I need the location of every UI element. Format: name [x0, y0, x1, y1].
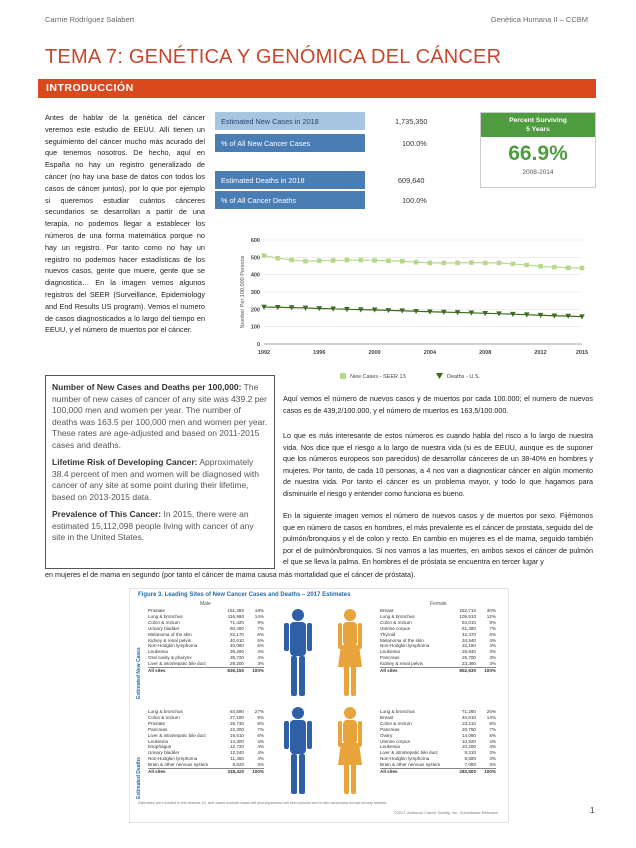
cases-female-site: Colon & rectum [380, 619, 412, 625]
cases-female-count: 25,840 [461, 649, 476, 655]
cases-male-pct: 5% [257, 643, 264, 649]
cases-female-site: Breast [380, 608, 394, 613]
deaths-male-site: Colon & rectum [148, 714, 180, 720]
deaths-female-count: 7,080 [464, 762, 476, 768]
cases-male-site: All sites [148, 668, 166, 674]
cases-female-site: Leukemia [380, 649, 400, 655]
cases-male-site: Colon & rectum [148, 619, 180, 625]
data-point-new-cases [372, 258, 377, 263]
deaths-male-count: 318,420 [227, 769, 244, 775]
cases-male-count: 40,080 [229, 643, 244, 649]
cases-female-pct: 5% [489, 631, 496, 637]
cases-male-site: Liver & intrahepatic bile duct [148, 661, 206, 667]
right-paragraph-3: En la siguiente imagen vemos el número de nuevos casos y de muertos por sexo. Fijémonos que en número de casos en hombres, el más prevalente es el cáncer de prostata, seguido del de pulmón/bronquios y el de colon y recto. En cambio en mujeres es el de mama, seguido también por el de pulmón/bronquios. Si nos vamos a las muertes, en ambos sexos el cáncer de pulmón el que se lleva la palma. En hombres el de próstata se encuentra en tercer lugar y [283, 511, 593, 566]
cases-female-row [380, 661, 496, 667]
legend-marker-deaths [436, 373, 443, 379]
deaths-label: Estimated Deaths in 2018 [221, 175, 305, 185]
cases-female-count: 34,940 [461, 637, 476, 643]
cases-male-pct: 9% [257, 619, 264, 625]
cases-female-pct: 4% [489, 643, 496, 649]
x-tick-label: 2008 [479, 350, 492, 356]
cases-female-pct: 12% [486, 613, 496, 619]
box-heading-3: Prevalence of This Cancer: [52, 509, 162, 519]
cases-female-pct: 3% [489, 655, 496, 661]
cases-female-site: All sites [380, 668, 398, 674]
y-tick-label: 200 [250, 307, 260, 314]
data-point-new-cases [345, 258, 350, 263]
legend-label-new-cases: New Cases - SEER 13 [350, 374, 406, 380]
data-point-new-cases [400, 259, 405, 264]
data-point-new-cases [538, 264, 543, 269]
cases-male-count: 71,420 [229, 619, 244, 625]
right-paragraph-3-end: en mujeres el de mama en segundo (por tanto el cáncer de mama causa más mortalidad que el cáncer de próstata). [45, 570, 416, 579]
header-author: Carme Rodríguez Salabert [45, 15, 135, 24]
cases-female-table [380, 608, 496, 674]
deaths-female-pct: 4% [489, 744, 496, 750]
female-heading: Female [430, 601, 447, 607]
legend-marker-new-cases [340, 373, 346, 379]
deaths-male-count: 12,720 [229, 744, 244, 750]
data-point-new-cases [511, 262, 516, 267]
deaths-male-site: Leukemia [148, 738, 168, 744]
cases-male-count: 116,990 [227, 613, 244, 619]
section-bar [38, 79, 596, 98]
cases-female-pct: 3% [489, 661, 496, 667]
pct-deaths-label: % of All Cancer Deaths [221, 195, 297, 205]
cases-male-count: 36,290 [229, 649, 244, 655]
y-axis-label: Number Per 100,000 Persons [240, 255, 246, 329]
data-point-new-cases [317, 259, 322, 264]
data-point-new-cases [497, 261, 502, 266]
deaths-female-site: Pancreas [380, 726, 400, 732]
deaths-female-site: Ovary [380, 732, 393, 738]
cases-female-count: 61,380 [461, 625, 476, 631]
cases-female-count: 32,160 [461, 643, 476, 649]
deaths-male-count: 11,450 [230, 756, 244, 762]
cases-female-count: 105,510 [459, 613, 476, 619]
cases-female-site: Lung & bronchus [380, 613, 415, 619]
cases-male-pct: 7% [257, 625, 264, 631]
deaths-male-pct: 3% [257, 762, 264, 768]
cases-female-pct: 7% [489, 625, 496, 631]
pct-deaths-label-row [215, 191, 365, 209]
cases-male-pct: 4% [257, 655, 264, 661]
cases-male-pct: 3% [257, 661, 264, 667]
cases-female-row [380, 667, 496, 674]
data-point-new-cases [414, 260, 419, 265]
deaths-male-site: Esophagus [148, 744, 171, 750]
x-tick-label: 2004 [423, 350, 437, 356]
data-point-new-cases [358, 258, 363, 263]
cases-male-site: Oral cavity & pharynx [148, 655, 192, 661]
data-point-new-cases [580, 266, 585, 271]
deaths-female-pct: 4% [489, 738, 496, 744]
cases-male-count: 161,360 [227, 608, 244, 613]
right-paragraph-1: Aquí vemos el número de nuevos casos y de muertos por cada 100.000; el numero de nuevos casos es de 439,2/100.000, y el número de muertos es 163,5/100.000. [283, 394, 593, 415]
deaths-female-pct: 5% [489, 732, 496, 738]
stats-box [45, 375, 275, 569]
deaths-male-count: 14,300 [229, 738, 244, 744]
deaths-male-count: 27,150 [229, 714, 244, 720]
survival-card [480, 112, 596, 188]
y-tick-label: 500 [250, 255, 260, 262]
cases-male-pct: 14% [254, 613, 264, 619]
cases-male-site: Non-Hodgkin lymphoma [148, 643, 198, 649]
deaths-female-pct: 100% [484, 769, 496, 775]
cases-male-pct: 100% [252, 668, 264, 674]
figure-credit: ©2017, American Cancer Society, Inc., Surveillance Research [393, 811, 498, 815]
leading-sites-figure [129, 588, 509, 823]
deaths-female-site: Non-Hodgkin lymphoma [380, 756, 430, 762]
box-heading-2: Lifetime Risk of Developing Cancer: [52, 457, 198, 467]
deaths-female-pct: 8% [489, 720, 496, 726]
cases-female-site: Melanoma of the skin [380, 637, 424, 643]
cases-female-site: Uterine corpus [380, 625, 410, 631]
deaths-female-site: Breast [380, 714, 394, 720]
deaths-female-site: Lung & bronchus [380, 709, 415, 714]
box-text-2: Approximately 38.4 percent of men and women will be diagnosed with cancer of any site at some point during their lifetime, based on 2013-2015 data. [52, 457, 259, 502]
deaths-male-pct: 4% [257, 738, 264, 744]
deaths-male-pct: 8% [257, 720, 264, 726]
deaths-female-table [380, 709, 496, 775]
new-cases-label-row [215, 112, 365, 130]
data-point-new-cases [483, 261, 488, 266]
deaths-female-count: 10,200 [461, 744, 476, 750]
deaths-female-count: 23,110 [462, 720, 476, 726]
page-number: 1 [590, 806, 595, 815]
cases-male-count: 836,150 [227, 668, 244, 674]
survival-label-2: 5 Years [526, 126, 550, 133]
cases-female-pct: 4% [489, 637, 496, 643]
deaths-male-count: 12,240 [229, 750, 244, 756]
survival-years: 2008-2014 [522, 169, 554, 176]
cases-male-table [148, 608, 264, 674]
deaths-male-site: Non-Hodgkin lymphoma [148, 756, 198, 762]
deaths-male-site: Pancreas [148, 726, 168, 732]
deaths-male-site: Liver & intrahepatic bile duct [148, 732, 206, 738]
deaths-female-pct: 14% [486, 714, 496, 720]
male-silhouette-cases [284, 609, 312, 696]
cases-female-site: Pancreas [380, 655, 400, 661]
intro-paragraph: Antes de hablar de la genética del cáncer veremos este estudio de EEUU. Allí tienen un seguimiento del cáncer mucho más acurado del que tenemos nosotros. De hecho, aquí en España no hay un registro generalizado de cáncer (no hay una base de datos con todos los casos de cáncer juntos), por lo que por ejemplo si queremos estudiar cuántos cánceres secundarios se desarrollan a partir de una terapia, no podemos llegar a establecer los números de una forma matemática porque no hay un registro. Por tanto como no hay un registro no podemos hacer estadísticas de los nuevos casos, gente que muere, gente que se diagnostica… En la imagen vemos algunos registros del SEER (Surveillance, Epidemiology and End Results US program). Vemos el numero de casos diagnosticados a lo largo del tiempo en EEUU, y el número de muertos por el cáncer. [45, 113, 205, 335]
survival-header [481, 113, 595, 137]
cases-male-row [148, 667, 264, 674]
cases-female-site: Kidney & renal pelvis [380, 661, 423, 667]
data-point-new-cases [262, 253, 267, 258]
cases-male-site: Kidney & renal pelvis [148, 637, 191, 643]
box-text-1: The number of new cases of cancer of any site was 439.2 per 100,000 men and women per year. The number of deaths was 163.5 per 100,000 men and women per year. These rates are age-adjusted and based on 2011-2015 cases and deaths. [52, 382, 268, 450]
deaths-male-site: All sites [148, 769, 166, 775]
cases-male-site: Leukemia [148, 649, 168, 655]
survival-label-1: Percent Surviving [509, 117, 567, 124]
cases-male-count: 60,490 [229, 625, 244, 631]
pct-new-label-row [215, 134, 365, 152]
cases-male-site: Melanoma of the skin [148, 631, 192, 637]
deaths-female-site: Liver & intrahepatic bile duct [380, 750, 438, 756]
cases-female-pct: 3% [489, 649, 496, 655]
deaths-female-pct: 25% [486, 709, 496, 714]
data-point-new-cases [552, 265, 557, 270]
deaths-male-pct: 9% [257, 714, 264, 720]
cases-male-count: 29,200 [229, 661, 244, 667]
deaths-female-count: 10,920 [461, 738, 476, 744]
body-silhouettes [270, 605, 380, 797]
right-paragraph-2: Lo que es más interesante de estos números es cuando habla del risco a lo largo de nuestra vida. Nos dice que el riesgo a lo largo de nuestra vida (si es de EEUU, aunque es de suponer que los números europeos son parecidos) de desarrollar cánceres de un 38-40% en hombres y mujeres. Por tanto, de cada 10 personas, a 4 nos van a diagnosticar cáncer en algún momento de nuestra vida. Por tanto el cáncer es un problema mayor, y todo lo que hagamos para disminuirle el riesgo y entender como funciona es bueno. [283, 431, 593, 498]
pct-new-value: 100.0% [402, 139, 427, 148]
cases-female-count: 42,470 [461, 631, 476, 637]
cases-female-pct: 30% [486, 608, 496, 613]
deaths-male-table [148, 709, 264, 775]
y-tick-label: 300 [250, 290, 260, 296]
data-point-new-cases [441, 261, 446, 266]
new-cases-value: 1,735,350 [395, 117, 428, 126]
deaths-tag: Estimated Deaths [136, 757, 142, 799]
y-tick-label: 600 [250, 238, 260, 244]
legend-label-deaths: Deaths - U.S. [447, 374, 481, 380]
cases-male-pct: 6% [257, 631, 264, 637]
deaths-male-pct: 4% [257, 744, 264, 750]
x-tick-label: 2000 [368, 350, 381, 356]
deaths-female-count: 20,790 [461, 726, 476, 732]
cases-female-count: 252,710 [459, 608, 476, 613]
female-silhouette-deaths [338, 707, 362, 794]
section-title: INTRODUCCIÓN [46, 82, 134, 94]
deaths-female-pct: 7% [489, 726, 496, 732]
trend-chart [232, 232, 594, 387]
deaths-male-count: 19,610 [229, 732, 244, 738]
data-point-new-cases [524, 263, 529, 268]
figure-title: Figure 3. Leading Sites of New Cancer Cases and Deaths – 2017 Estimates [138, 592, 351, 598]
y-tick-label: 400 [250, 272, 260, 279]
pct-deaths-value: 100.0% [402, 196, 427, 205]
deaths-male-pct: 100% [252, 769, 264, 775]
deaths-male-pct: 7% [257, 726, 264, 732]
male-heading: Male [200, 601, 211, 607]
cases-male-pct: 5% [257, 637, 264, 643]
cases-male-count: 40,610 [229, 637, 244, 643]
data-point-new-cases [566, 265, 571, 270]
deaths-female-site: Leukemia [380, 744, 400, 750]
box-heading-1: Number of New Cases and Deaths per 100,000: [52, 382, 242, 392]
male-silhouette-deaths [284, 707, 312, 794]
deaths-female-row [380, 762, 496, 768]
cases-male-pct: 4% [257, 649, 264, 655]
box-text-3: In 2015, there were an estimated 15,112,098 people living with cancer of any site in the United States. [52, 509, 254, 542]
page-title: TEMA 7: GENÉTICA Y GENÓMICA DEL CÁNCER [45, 46, 502, 68]
deaths-female-count: 282,500 [459, 769, 476, 775]
deaths-male-site: Prostate [148, 720, 166, 726]
data-point-new-cases [386, 259, 391, 264]
data-point-new-cases [428, 261, 433, 266]
deaths-male-pct: 4% [257, 756, 264, 762]
x-tick-label: 1996 [313, 350, 326, 356]
deaths-female-site: Brain & other nervous system [380, 762, 441, 768]
cases-male-site: Prostate [148, 608, 166, 613]
data-point-new-cases [276, 256, 281, 261]
cases-female-pct: 8% [489, 619, 496, 625]
x-tick-label: 1992 [257, 350, 271, 356]
data-point-new-cases [303, 259, 308, 264]
data-point-new-cases [331, 258, 336, 263]
deaths-male-count: 22,300 [229, 726, 244, 732]
deaths-male-site: Lung & bronchus [148, 709, 183, 714]
deaths-female-count: 8,690 [464, 756, 476, 762]
cases-male-pct: 19% [254, 608, 264, 613]
deaths-male-pct: 4% [257, 750, 264, 756]
y-tick-label: 100 [250, 324, 260, 331]
deaths-female-row [380, 768, 496, 775]
x-tick-label: 2012 [534, 350, 547, 356]
deaths-male-pct: 6% [257, 732, 264, 738]
deaths-male-count: 84,590 [229, 709, 244, 714]
cases-female-site: Thyroid [380, 631, 396, 637]
female-silhouette-cases [338, 609, 362, 696]
cases-male-count: 52,170 [229, 631, 244, 637]
cases-male-row [148, 661, 264, 667]
deaths-female-count: 40,610 [461, 714, 476, 720]
deaths-male-row [148, 762, 264, 768]
cases-female-count: 23,380 [461, 661, 476, 667]
deaths-male-site: Brain & other nervous system [148, 762, 209, 768]
cases-female-site: Non-Hodgkin lymphoma [380, 643, 430, 649]
figure-note: Estimates are rounded to the nearest 10, and cases exclude basal cell and squamous cell skin cancers and in situ carcinoma except urinary bladder. [138, 801, 388, 805]
cases-male-site: Urinary bladder [148, 625, 180, 631]
new-cases-label: Estimated New Cases in 2018 [221, 116, 319, 126]
y-tick-label: 0 [256, 342, 260, 348]
deaths-female-site: Colon & rectum [380, 720, 412, 726]
cases-female-count: 852,630 [459, 668, 476, 674]
series-line-1 [264, 307, 582, 317]
cases-female-count: 25,700 [461, 655, 476, 661]
cases-female-pct: 100% [484, 668, 496, 674]
deaths-male-count: 9,620 [232, 762, 244, 768]
deaths-female-pct: 3% [489, 762, 496, 768]
deaths-female-site: Uterine corpus [380, 738, 410, 744]
data-point-new-cases [469, 260, 474, 265]
data-point-new-cases [455, 261, 460, 266]
deaths-value: 609,640 [398, 176, 425, 185]
deaths-female-site: All sites [380, 769, 398, 775]
pct-new-label: % of All New Cancer Cases [221, 138, 311, 148]
header-course: Genètica Humana II – CCBM [490, 15, 588, 24]
survival-value: 66.9% [508, 142, 568, 165]
data-point-new-cases [289, 258, 294, 263]
deaths-male-count: 26,730 [229, 720, 244, 726]
cases-female-count: 64,010 [461, 619, 476, 625]
cases-male-count: 35,720 [229, 655, 244, 661]
deaths-male-pct: 27% [254, 709, 264, 714]
deaths-male-site: Urinary bladder [148, 750, 180, 756]
deaths-female-count: 9,310 [464, 750, 476, 756]
deaths-male-row [148, 768, 264, 775]
deaths-female-pct: 3% [489, 750, 496, 756]
deaths-label-row [215, 171, 365, 189]
deaths-female-count: 14,080 [461, 732, 476, 738]
cases-male-site: Lung & bronchus [148, 613, 183, 619]
cases-tag: Estimated New Cases [136, 647, 142, 699]
x-tick-label: 2015 [575, 350, 589, 356]
deaths-female-pct: 3% [489, 756, 496, 762]
deaths-female-count: 71,280 [461, 709, 476, 714]
